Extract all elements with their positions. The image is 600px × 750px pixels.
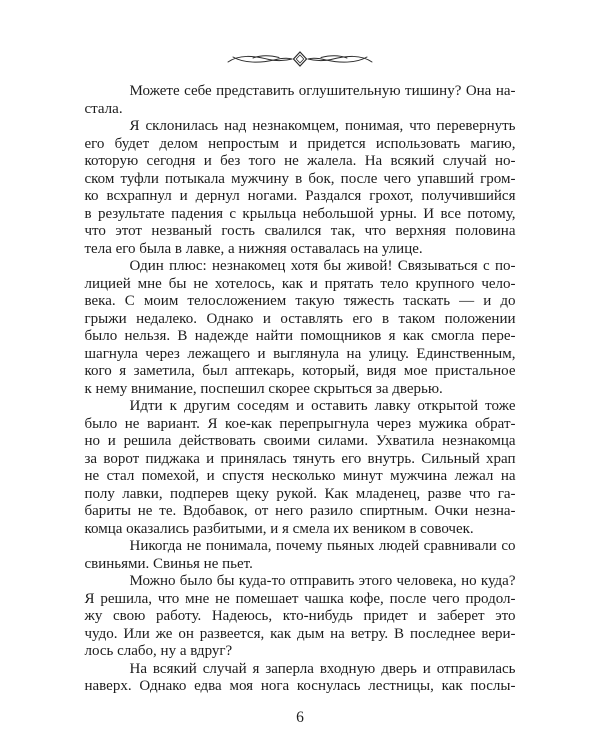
text-line: ском туфли потыкала мужчину в бок, после чего упавший гром- [84,170,516,187]
divider-ornament-icon [225,0,375,70]
text-line: было нельзя. В надежде найти помощников я как смогла пере- [84,328,516,344]
paragraph [85,83,516,118]
text-line: Никогда не понимала, почему пьяных людей сравнивали со [129,538,516,554]
text-line: полу лавки, подперев щеку рукой. Как младенец, разве что га- [84,485,516,502]
text-line: Один плюс: незнакомец хотя бы живой! Связываться с по- [129,258,516,274]
text-line: кого я заметила, был аптекарь, который, видя мое пристальное [84,363,516,379]
paragraph [85,258,516,398]
text-line: комца оказались разбитыми, и я смела их веником в совочек. [84,520,474,537]
paragraph [85,398,516,538]
text-line: бариты не те. Вдобавок, от него разило спиртным. Очки незна- [84,503,516,519]
page-number: 6 [296,708,304,726]
paragraph [85,661,516,696]
text-line: лось слабо, ну а вдруг? [84,643,233,659]
text-line: за ворот пиджака и принялась тянуть его внутрь. Сильный храп [84,450,516,467]
text-line: свиньями. Свинья не пьет. [84,555,253,572]
paragraph [85,118,516,258]
text-line: Можете себе представить оглушительную тишину? Она на- [129,83,516,99]
text-line: Я решила, что мне не помешает чашка кофе, после чего продол- [84,590,516,607]
text-line: жу свою работу. Надеюсь, кто-нибудь придет и заберет это [84,608,516,624]
text-line: чудо. Или же он развеется, как дым на ветру. В последнее вери- [84,625,516,642]
text-line: наверх. Однако едва моя нога коснулась лестницы, как послы- [84,678,516,694]
paragraph [85,538,516,573]
text-line: лицией мне бы не хотелось, как и прятать тело крупного чело- [84,275,516,292]
text-line: к нему внимание, поспешил скорее скрыться за дверью. [84,380,443,397]
text-line: что этот незваный гость свалился так, что верхняя половина [84,223,516,239]
text-line: не стал помехой, и спустя несколько минут мужчина лежал на [84,468,516,484]
text-line: Можно было бы куда-то отправить этого человека, но куда? [129,573,516,589]
paragraph [85,573,516,661]
text-block [85,83,516,696]
text-line: было не вариант. Я кое-как перепрыгнула через мужика обрат- [84,415,516,432]
text-line: которую сегодня и без того не жалела. На всякий случай но- [84,153,516,169]
divider-left-flourish [228,56,292,62]
text-line: шагнула через лежащего и выглянула на улицу. Единственным, [84,345,516,362]
text-line: стала. [84,100,123,117]
text-line: века. С моим телосложением такую тяжесть таскать — и до [84,293,516,309]
divider-right-flourish [308,56,372,62]
text-line: его будет делом непростым и придется использовать магию, [84,135,516,152]
text-line: ко всхрапнул и дернул ногами. Раздался грохот, получившийся [84,188,516,204]
divider-diamond [294,52,307,66]
text-line: Я склонилась над незнакомцем, понимая, что перевернуть [129,118,516,134]
text-line: тела его была в лавке, а нижняя оставалась на улице. [84,240,423,257]
text-line: Идти к другим соседям и оставить лавку открытой тоже [129,398,516,414]
text-line: но и решила действовать своими силами. Ухватила незнакомца [84,433,516,449]
text-line: На всякий случай я заперла входную дверь и отправилась [129,660,516,677]
text-line: грыжи недалеко. Однако и оставлять его в таком положении [84,310,516,327]
text-line: в результате падения с крыльца небольшой урны. И все потому, [84,205,516,222]
